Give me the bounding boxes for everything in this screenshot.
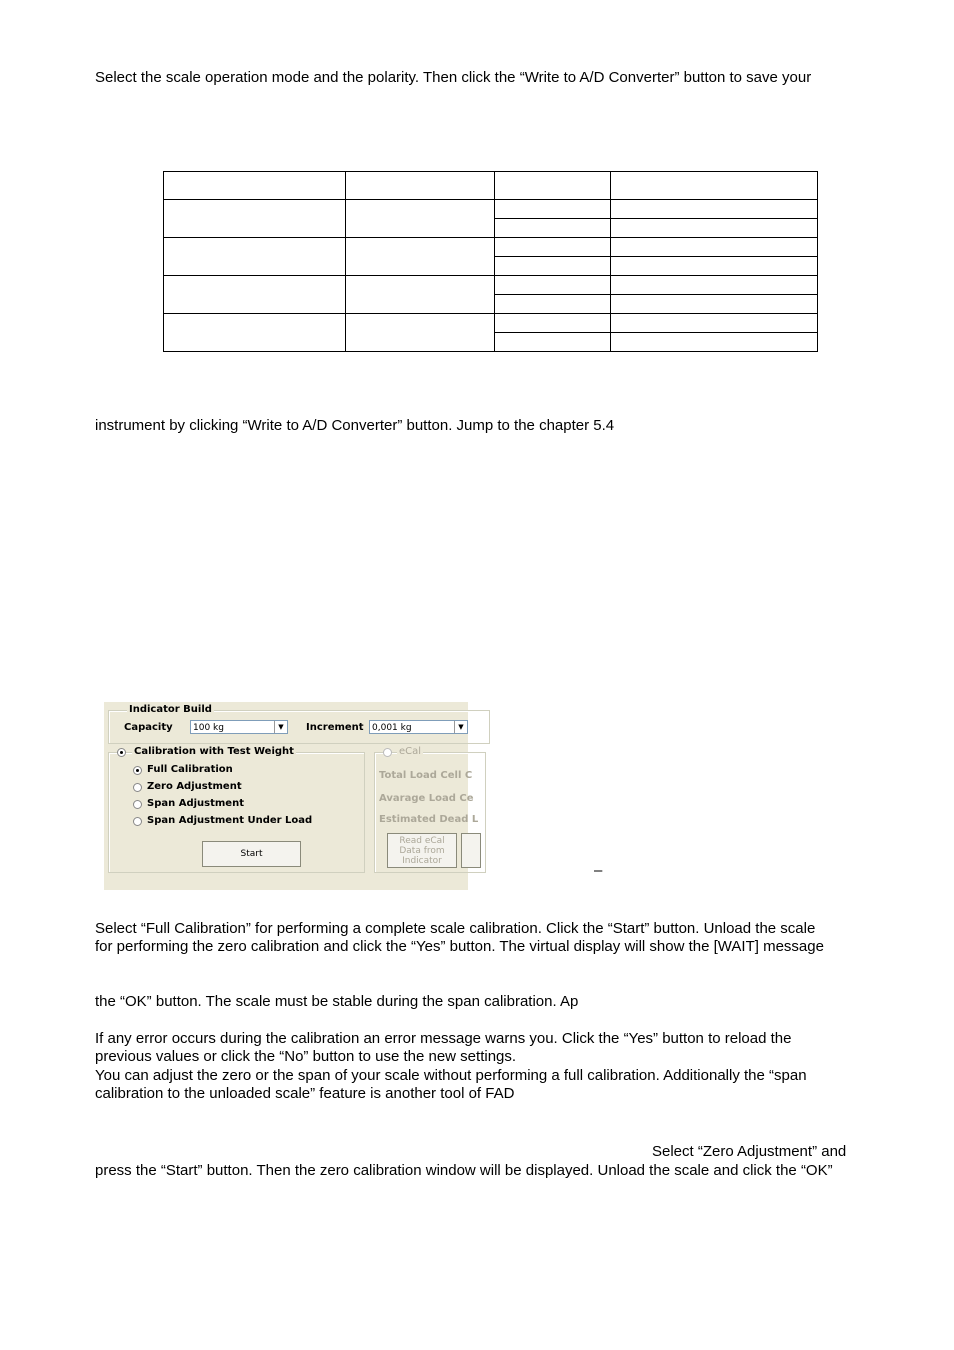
table-cell: [611, 238, 818, 257]
table-cell: [495, 295, 611, 314]
read-ecal-line1: Read eCal: [399, 836, 445, 846]
table-cell: [164, 200, 346, 238]
table-cell: [611, 172, 818, 200]
indicator-build-title: Indicator Build: [129, 704, 212, 715]
table-cell: [346, 172, 495, 200]
paragraph-zero-adjust-2: press the “Start” button. Then the zero calibration window will be displayed. Unload the scale and click the “OK”: [95, 1162, 833, 1179]
paragraph-adjust-1: You can adjust the zero or the span of your scale without performing a full calibration. Additionally the “span: [95, 1067, 807, 1084]
increment-label: Increment: [306, 722, 364, 733]
table-cell: [495, 238, 611, 257]
table-cell: [164, 314, 346, 352]
table-cell: [346, 276, 495, 314]
test-weight-title: Calibration with Test Weight: [134, 746, 294, 757]
total-load-cell-label: Total Load Cell C: [379, 770, 473, 781]
paragraph-error-1: If any error occurs during the calibration an error message warns you. Click the “Yes” button to reload the: [95, 1030, 792, 1047]
table-cell: [346, 238, 495, 276]
table-cell: [611, 333, 818, 352]
read-ecal-line3: Indicator: [402, 856, 442, 866]
table-cell: [611, 200, 818, 219]
table-cell: [164, 172, 346, 200]
table-cell: [611, 276, 818, 295]
average-load-cell-label: Avarage Load Ce: [379, 793, 474, 804]
table-cell: [495, 276, 611, 295]
paragraph-full-calibration-2: for performing the zero calibration and click the “Yes” button. The virtual display will show the [WAIT] message: [95, 938, 824, 955]
ecal-second-button[interactable]: [461, 833, 481, 868]
stray-dash: –: [594, 862, 603, 879]
paragraph-error-2: previous values or click the “No” button to use the new settings.: [95, 1048, 517, 1065]
table-cell: [346, 314, 495, 352]
chevron-down-icon: ▼: [454, 721, 467, 733]
span-under-load-label: Span Adjustment Under Load: [147, 815, 313, 826]
full-calibration-label: Full Calibration: [147, 764, 233, 775]
zero-adjustment-label: Zero Adjustment: [147, 781, 242, 792]
zero-adjustment-radio[interactable]: [133, 783, 142, 792]
paragraph-write-converter: instrument by clicking “Write to A/D Converter” button. Jump to the chapter 5.4: [95, 417, 615, 434]
increment-value: 0,001 kg: [372, 723, 412, 733]
paragraph-adjust-2: calibration to the unloaded scale” feature is another tool of FAD: [95, 1085, 515, 1102]
ecal-title: eCal: [399, 746, 422, 757]
capacity-select[interactable]: [190, 720, 288, 734]
table-cell: [495, 219, 611, 238]
table-cell: [611, 295, 818, 314]
span-adjustment-radio[interactable]: [133, 800, 142, 809]
full-calibration-radio[interactable]: [133, 766, 142, 775]
table-cell: [495, 314, 611, 333]
paragraph-zero-adjust-right: Select “Zero Adjustment” and: [652, 1143, 847, 1160]
table-cell: [495, 200, 611, 219]
table-cell: [611, 314, 818, 333]
start-button[interactable]: Start: [202, 841, 301, 867]
capacity-value: 100 kg: [193, 723, 224, 733]
capacity-label: Capacity: [124, 722, 173, 733]
span-under-load-radio[interactable]: [133, 817, 142, 826]
table-cell: [495, 257, 611, 276]
table-cell: [611, 219, 818, 238]
ecal-radio[interactable]: [383, 748, 392, 757]
calibration-screenshot: [104, 702, 479, 890]
table-cell: [164, 276, 346, 314]
table-cell: [495, 172, 611, 200]
read-ecal-line2: Data from: [399, 846, 445, 856]
empty-settings-table: [163, 171, 818, 352]
span-adjustment-label: Span Adjustment: [147, 798, 244, 809]
paragraph-ok-button: the “OK” button. The scale must be stable during the span calibration. Ap: [95, 993, 579, 1010]
table-cell: [346, 200, 495, 238]
paragraph-full-calibration-1: Select “Full Calibration” for performing a complete scale calibration. Click the “Start” button. Unload the scale: [95, 920, 816, 937]
chevron-down-icon: ▼: [274, 721, 287, 733]
estimated-dead-load-label: Estimated Dead L: [379, 814, 479, 825]
table-cell: [495, 333, 611, 352]
table-cell: [164, 238, 346, 276]
table-cell: [611, 257, 818, 276]
read-ecal-button[interactable]: [387, 833, 457, 868]
paragraph-intro: Select the scale operation mode and the polarity. Then click the “Write to A/D Converter” button to save your: [95, 69, 812, 86]
test-weight-radio[interactable]: [117, 748, 126, 757]
increment-select[interactable]: [369, 720, 468, 734]
